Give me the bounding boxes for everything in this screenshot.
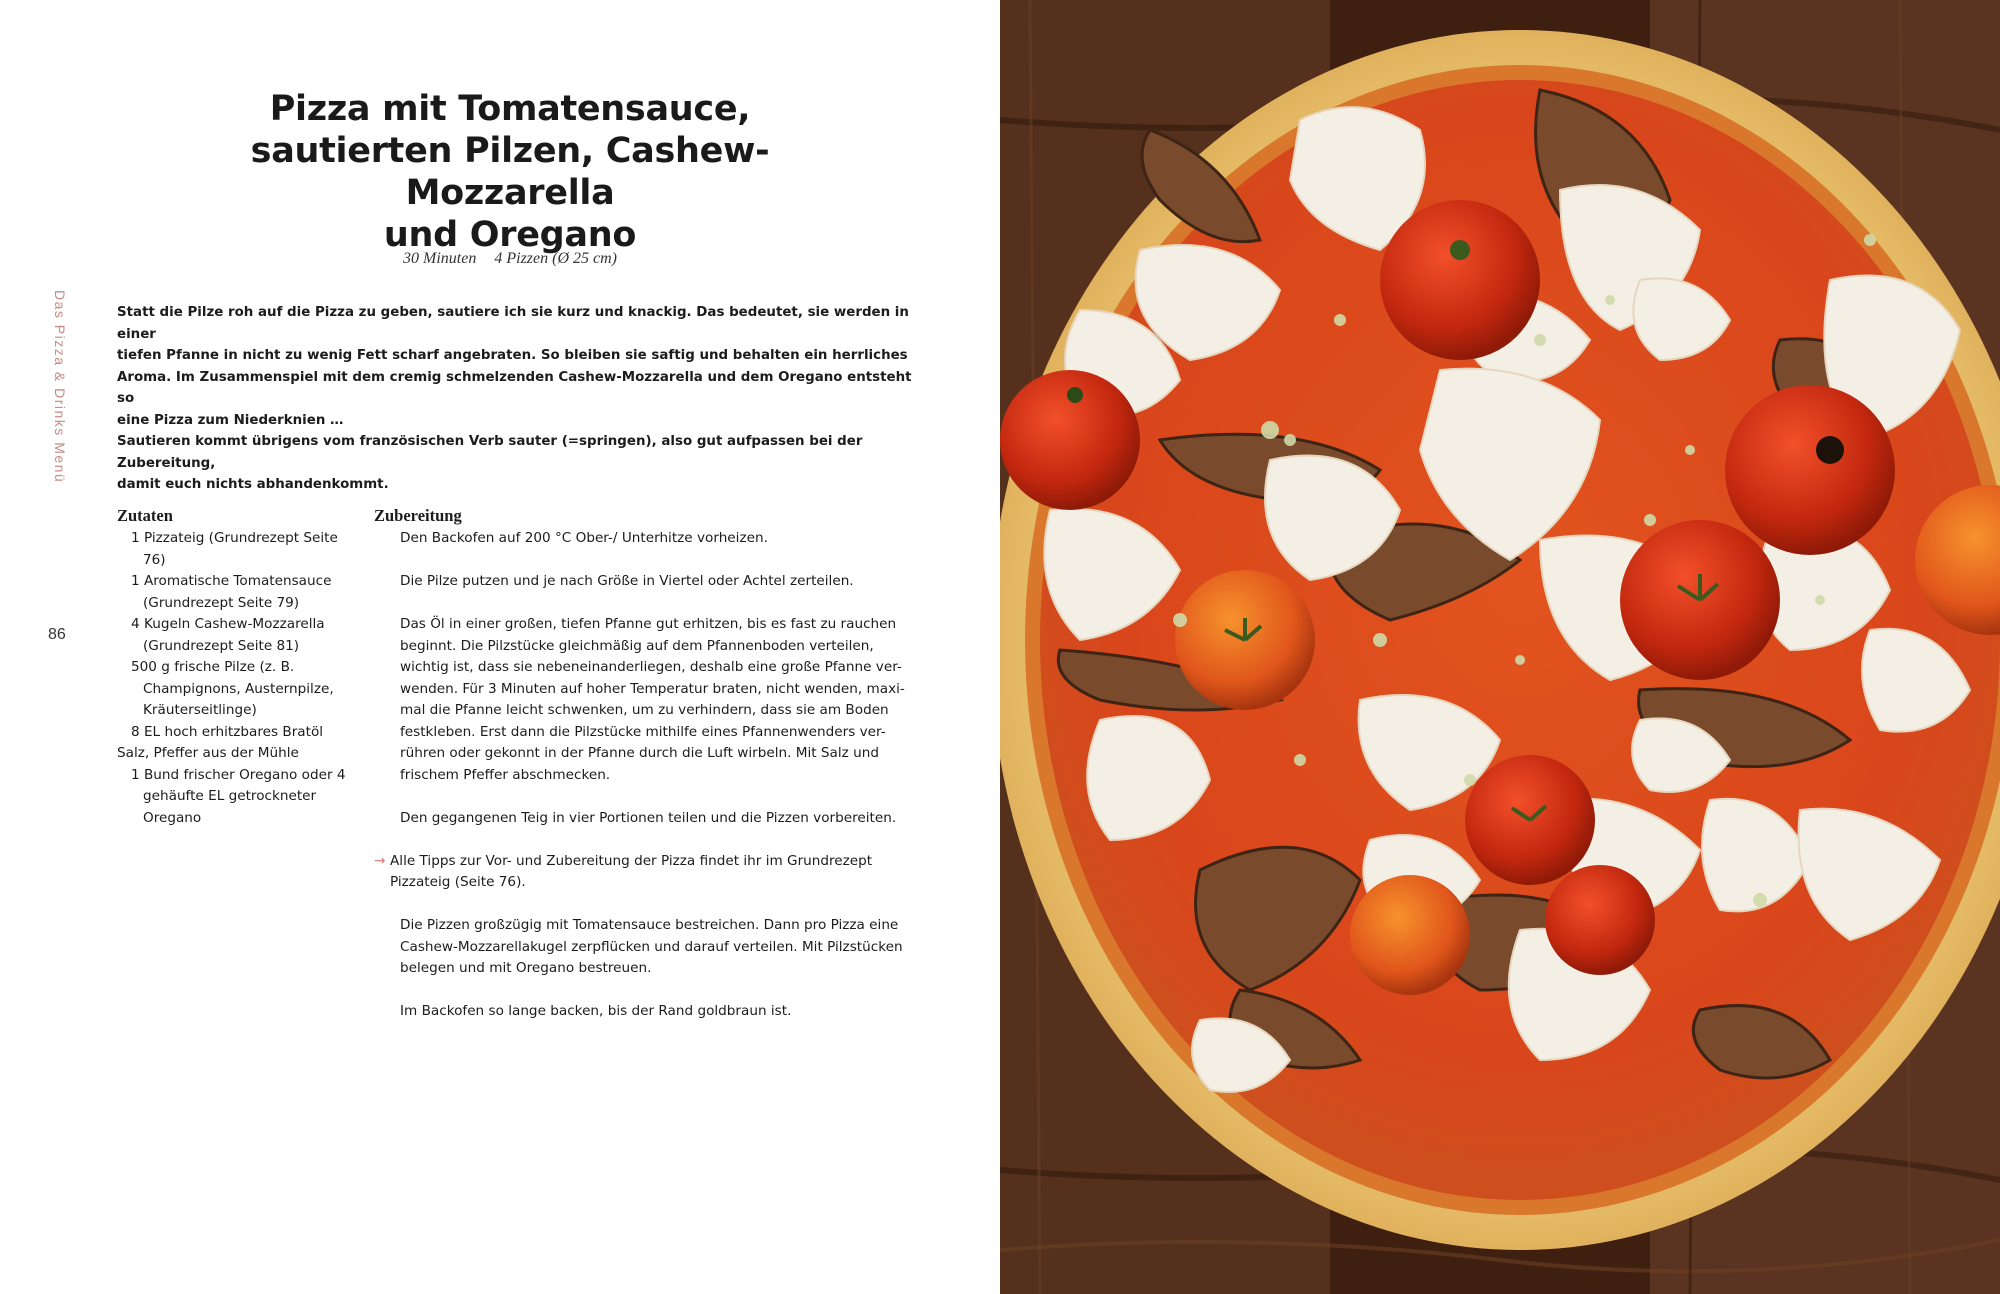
pizza-photo — [1000, 0, 2000, 1294]
intro-line: Aroma. Im Zusammenspiel mit dem cremig schmelzenden Cashew-Mozzarella und dem Oregano entsteht so — [117, 369, 912, 406]
ingredient-item: Salz, Pfeffer aus der Mühle — [117, 745, 299, 761]
arrow-right-icon: → — [374, 852, 386, 869]
step-line: festkleben. Erst dann die Pilzstücke mithilfe eines Pfannenwenders ver- — [400, 723, 886, 740]
step-line: beginnt. Die Pilzstücke gleichmäßig auf dem Pfannenboden verteilen, — [400, 637, 874, 654]
step: Den Backofen auf 200 °C Ober-/ Unterhitze vorheizen. — [400, 530, 768, 546]
ingredients-list — [117, 528, 357, 829]
tip-line: Pizzateig (Seite 76). — [390, 874, 526, 890]
preparation-steps — [374, 528, 914, 1044]
intro-line: tiefen Pfanne in nicht zu wenig Fett scharf angebraten. So bleiben sie saftig und behalten ein herrliches — [117, 348, 908, 363]
ingredient-item: 1 Pizzateig (Grundrezept Seite 76) — [131, 530, 338, 568]
step-line: Cashew-Mozzarellakugel zerpflücken und darauf verteilen. Mit Pilzstücken — [400, 938, 903, 955]
step: Im Backofen so lange backen, bis der Rand goldbraun ist. — [400, 1003, 792, 1019]
step-line: wenden. Für 3 Minuten auf hoher Temperatur braten, nicht wenden, maxi- — [400, 680, 905, 697]
step-line: wichtig ist, dass sie nebeneinanderliegen, deshalb eine große Pfanne ver- — [400, 659, 902, 675]
title-line: Pizza mit Tomatensauce, — [269, 89, 751, 129]
tip-line: Alle Tipps zur Vor- und Zubereitung der Pizza findet ihr im Grundrezept — [390, 852, 873, 869]
step-line: rühren oder gekonnt in der Pfanne durch die Luft wirbeln. Mit Salz und — [400, 745, 879, 761]
prep-time: 30 Minuten — [403, 250, 477, 267]
page-number: 86 — [48, 626, 66, 643]
intro-text — [117, 302, 913, 496]
ingredient-item: 1 Aromatische Tomatensauce (Grundrezept Seite 79) — [131, 573, 332, 611]
step-line: Die Pizzen großzügig mit Tomatensauce bestreichen. Dann pro Pizza eine — [400, 917, 899, 933]
ingredient-item: 1 Bund frischer Oregano oder 4 gehäufte EL getrockneter Oregano — [131, 766, 346, 826]
ingredients-heading: Zutaten — [117, 506, 173, 525]
step-line: frischem Pfeffer abschmecken. — [400, 766, 611, 783]
running-head: Das Pizza & Drinks Menü — [52, 290, 68, 484]
step: Die Pilze putzen und je nach Größe in Viertel oder Achtel zerteilen. — [400, 573, 854, 589]
preparation-heading: Zubereitung — [374, 506, 462, 525]
intro-line: damit euch nichts abhandenkommt. — [117, 477, 389, 492]
ingredient-item: 4 Kugeln Cashew-Mozzarella (Grundrezept Seite 81) — [131, 616, 325, 654]
ingredient-item: 500 g frische Pilze (z. B. Champignons, Austernpilze, Kräuterseitlinge) — [131, 659, 334, 718]
ingredient-item: 8 EL hoch erhitzbares Bratöl — [131, 723, 324, 740]
step: Den gegangenen Teig in vier Portionen teilen und die Pizzen vorbereiten. — [400, 809, 897, 826]
recipe-yield: 4 Pizzen (Ø 25 cm) — [494, 250, 617, 267]
title-line: sautierten Pilzen, Cashew-Mozzarella — [250, 131, 770, 213]
tip-text — [390, 851, 914, 894]
step — [400, 614, 914, 786]
step-line: Das Öl in einer großen, tiefen Pfanne gut erhitzen, bis es fast zu rauchen — [400, 616, 897, 632]
intro-line: Statt die Pilze roh auf die Pizza zu geben, sautiere ich sie kurz und knackig. Das bedeutet, sie werden in einer — [117, 305, 909, 342]
recipe-meta — [150, 250, 870, 268]
step — [400, 915, 914, 980]
intro-line: eine Pizza zum Niederknien … — [117, 412, 344, 428]
step-line: belegen und mit Oregano bestreuen. — [400, 960, 652, 976]
pizza-illustration — [1000, 0, 2000, 1294]
intro-line: Sautieren kommt übrigens vom französischen Verb sauter (=springen), also gut aufpassen bei der Zubereitung, — [117, 434, 863, 471]
title-line: und Oregano — [383, 215, 637, 255]
step-line: mal die Pfanne leicht schwenken, um zu verhindern, dass sie am Boden — [400, 702, 889, 718]
recipe-title — [150, 88, 870, 256]
tip-note — [374, 851, 914, 894]
